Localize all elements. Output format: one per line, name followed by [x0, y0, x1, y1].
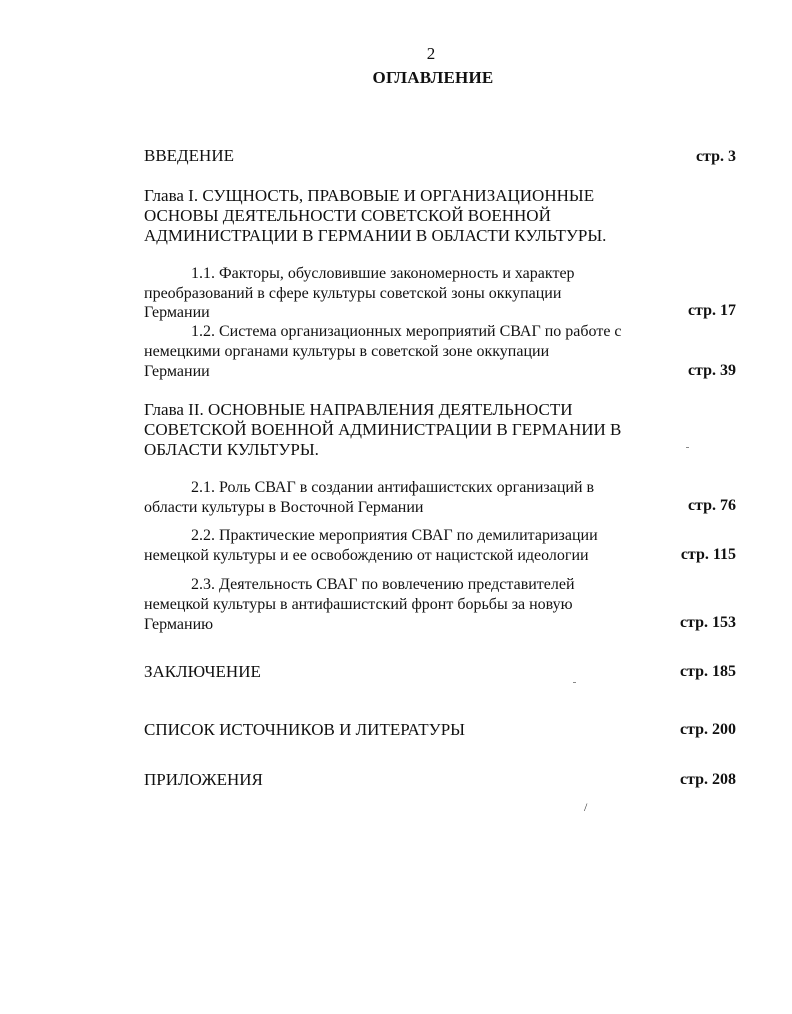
chapter-2-line-3: ОБЛАСТИ КУЛЬТУРЫ. [144, 440, 319, 459]
toc-section-2-2-page: стр. 115 [680, 546, 736, 563]
toc-appendix-page: стр. 208 [679, 771, 736, 788]
section-2-2-line-1: 2.2. Практические мероприятия СВАГ по демилитаризации [191, 527, 598, 544]
toc-section-1-1-page: стр. 17 [687, 302, 736, 319]
toc-sources-label[interactable]: СПИСОК ИСТОЧНИКОВ И ЛИТЕРАТУРЫ [144, 720, 465, 739]
section-2-3-line-3: Германию [144, 616, 214, 633]
section-1-2-line-3: Германии [144, 363, 210, 380]
page-title: ОГЛАВЛЕНИЕ [372, 68, 494, 87]
toc-appendix-label[interactable]: ПРИЛОЖЕНИЯ [144, 770, 263, 789]
toc-conclusion-page: стр. 185 [679, 663, 736, 680]
section-2-3-line-2: немецкой культуры в антифашистский фронт борьбы за новую [144, 596, 573, 613]
section-2-1-line-2: области культуры в Восточной Германии [144, 499, 424, 516]
toc-intro-label[interactable]: ВВЕДЕНИЕ [144, 146, 234, 165]
toc-chapter-1-heading[interactable] [144, 186, 606, 246]
toc-section-1-2-page: стр. 39 [687, 362, 736, 379]
section-2-2-line-2: немецкой культуры и ее освобождению от нацистской идеологии [144, 547, 589, 564]
section-1-2-line-1: 1.2. Система организационных мероприятий СВАГ по работе с [191, 323, 622, 340]
toc-section-2-3[interactable] [144, 575, 575, 635]
scan-speck [686, 447, 689, 448]
toc-sources-page: стр. 200 [679, 721, 736, 738]
toc-section-1-1[interactable] [144, 264, 575, 324]
section-1-1-line-1: 1.1. Факторы, обусловившие закономерность и характер [191, 265, 575, 282]
stray-mark: / [584, 800, 588, 814]
chapter-1-line-2: ОСНОВЫ ДЕЯТЕЛЬНОСТИ СОВЕТСКОЙ ВОЕННОЙ [144, 206, 551, 225]
section-1-1-line-2: преобразований в сфере культуры советской зоны оккупации [144, 285, 562, 302]
scan-speck [573, 682, 576, 683]
section-2-1-line-1: 2.1. Роль СВАГ в создании антифашистских организаций в [191, 479, 595, 496]
chapter-1-line-3: АДМИНИСТРАЦИИ В ГЕРМАНИИ В ОБЛАСТИ КУЛЬТУРЫ. [144, 226, 607, 245]
chapter-2-line-1: Глава II. ОСНОВНЫЕ НАПРАВЛЕНИЯ ДЕЯТЕЛЬНОСТИ [144, 400, 573, 419]
section-1-2-line-2: немецкими органами культуры в советской зоне оккупации [144, 343, 550, 360]
toc-chapter-2-heading[interactable] [144, 400, 621, 460]
page-number: 2 [426, 44, 436, 63]
toc-section-2-1-page: стр. 76 [687, 497, 736, 514]
section-1-1-line-3: Германии [144, 304, 210, 321]
chapter-1-line-1: Глава I. СУЩНОСТЬ, ПРАВОВЫЕ И ОРГАНИЗАЦИОННЫЕ [144, 186, 595, 205]
toc-section-2-1[interactable] [144, 478, 594, 518]
toc-section-1-2[interactable] [144, 322, 622, 382]
chapter-2-line-2: СОВЕТСКОЙ ВОЕННОЙ АДМИНИСТРАЦИИ В ГЕРМАНИИ В [144, 420, 622, 439]
toc-section-2-3-page: стр. 153 [679, 614, 736, 631]
toc-intro-page: стр. 3 [695, 148, 736, 165]
toc-section-2-2[interactable] [144, 526, 598, 566]
section-2-3-line-1: 2.3. Деятельность СВАГ по вовлечению представителей [191, 576, 575, 593]
toc-conclusion-label[interactable]: ЗАКЛЮЧЕНИЕ [144, 662, 261, 681]
